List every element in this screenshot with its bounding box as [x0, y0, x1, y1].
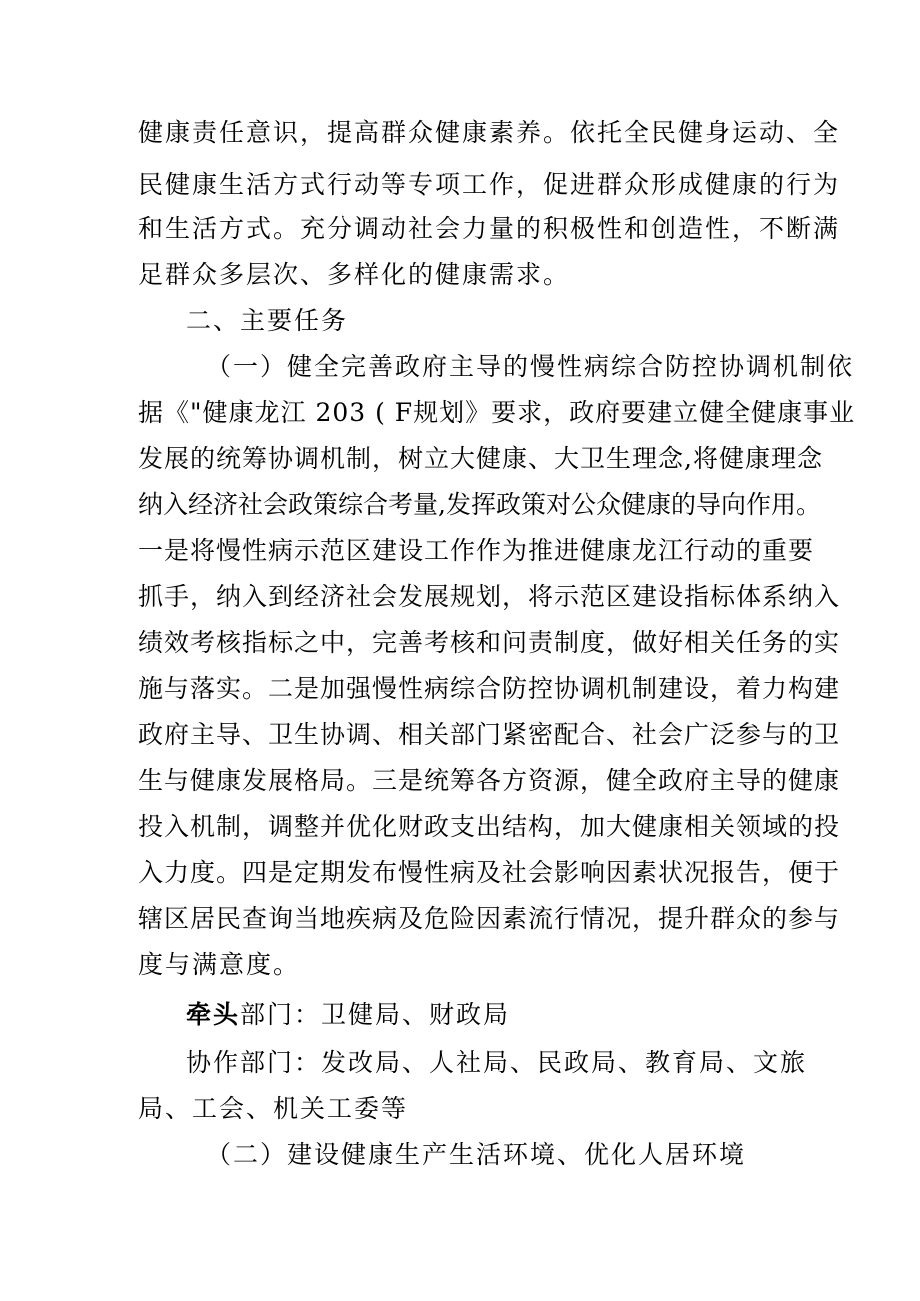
paragraph-line: 健康责任意识，提高群众健康素养。依托全民健身运动、全: [138, 118, 841, 147]
paragraph-line: 绩效考核指标之中，完善考核和问责制度，做好相关任务的实: [138, 628, 841, 657]
paragraph-line: 入力度。四是定期发布慢性病及社会影响因素状况报告，便于: [138, 858, 841, 887]
paragraph-line: 度与满意度。: [138, 950, 301, 979]
lead-department-text: 部门：卫健局、财政局: [240, 1000, 511, 1029]
paragraph-line: 抓手，纳入到经济社会发展规划，将示范区建设指标体系纳入: [138, 582, 841, 611]
paragraph-line: 纳入经济社会政策综合考量,发挥政策对公众健康的导向作用。: [138, 490, 821, 519]
paragraph-line: 发展的统筹协调机制，树立大健康、大卫生理念,将健康理念: [138, 444, 823, 473]
subsection-heading: （二）建设健康生产生活环境、优化人居环境: [206, 1140, 747, 1169]
paragraph-line: 施与落实。二是加强慢性病综合防控协调机制建设，着力构建: [138, 674, 841, 703]
paragraph-line: 据《"健康龙江 203 ( F规划》要求，政府要建立健全健康事业: [138, 398, 856, 427]
paragraph-line: 生与健康发展格局。三是统筹各方资源，健全政府主导的健康: [138, 766, 841, 795]
lead-label-bold: 牵头: [186, 1000, 241, 1029]
paragraph-line: 辖区居民查询当地疾病及危险因素流行情况，提升群众的参与: [138, 904, 841, 933]
lead-department-line: [186, 1000, 510, 1030]
paragraph-line: 足群众多层次、多样化的健康需求。: [138, 260, 571, 289]
paragraph-line: 投入机制，调整并优化财政支出结构，加大健康相关领域的投: [138, 812, 841, 841]
section-heading: 二、主要任务: [186, 306, 349, 335]
cooperating-departments-line: 协作部门：发改局、人社局、民政局、教育局、文旅: [186, 1048, 808, 1077]
paragraph-line: 民健康生活方式行动等专项工作，促进群众形成健康的行为: [138, 170, 841, 199]
paragraph-line: 政府主导、卫生协调、相关部门紧密配合、社会广泛参与的卫: [138, 720, 841, 749]
paragraph-line: 和生活方式。充分调动社会力量的积极性和创造性，不断满: [138, 214, 841, 243]
paragraph-line: 一是将慢性病示范区建设工作作为推进健康龙江行动的重要: [138, 536, 815, 565]
cooperating-departments-line: 局、工会、机关工委等: [138, 1094, 409, 1123]
subsection-heading-line: （一）健全完善政府主导的慢性病综合防控协调机制依: [206, 352, 855, 381]
